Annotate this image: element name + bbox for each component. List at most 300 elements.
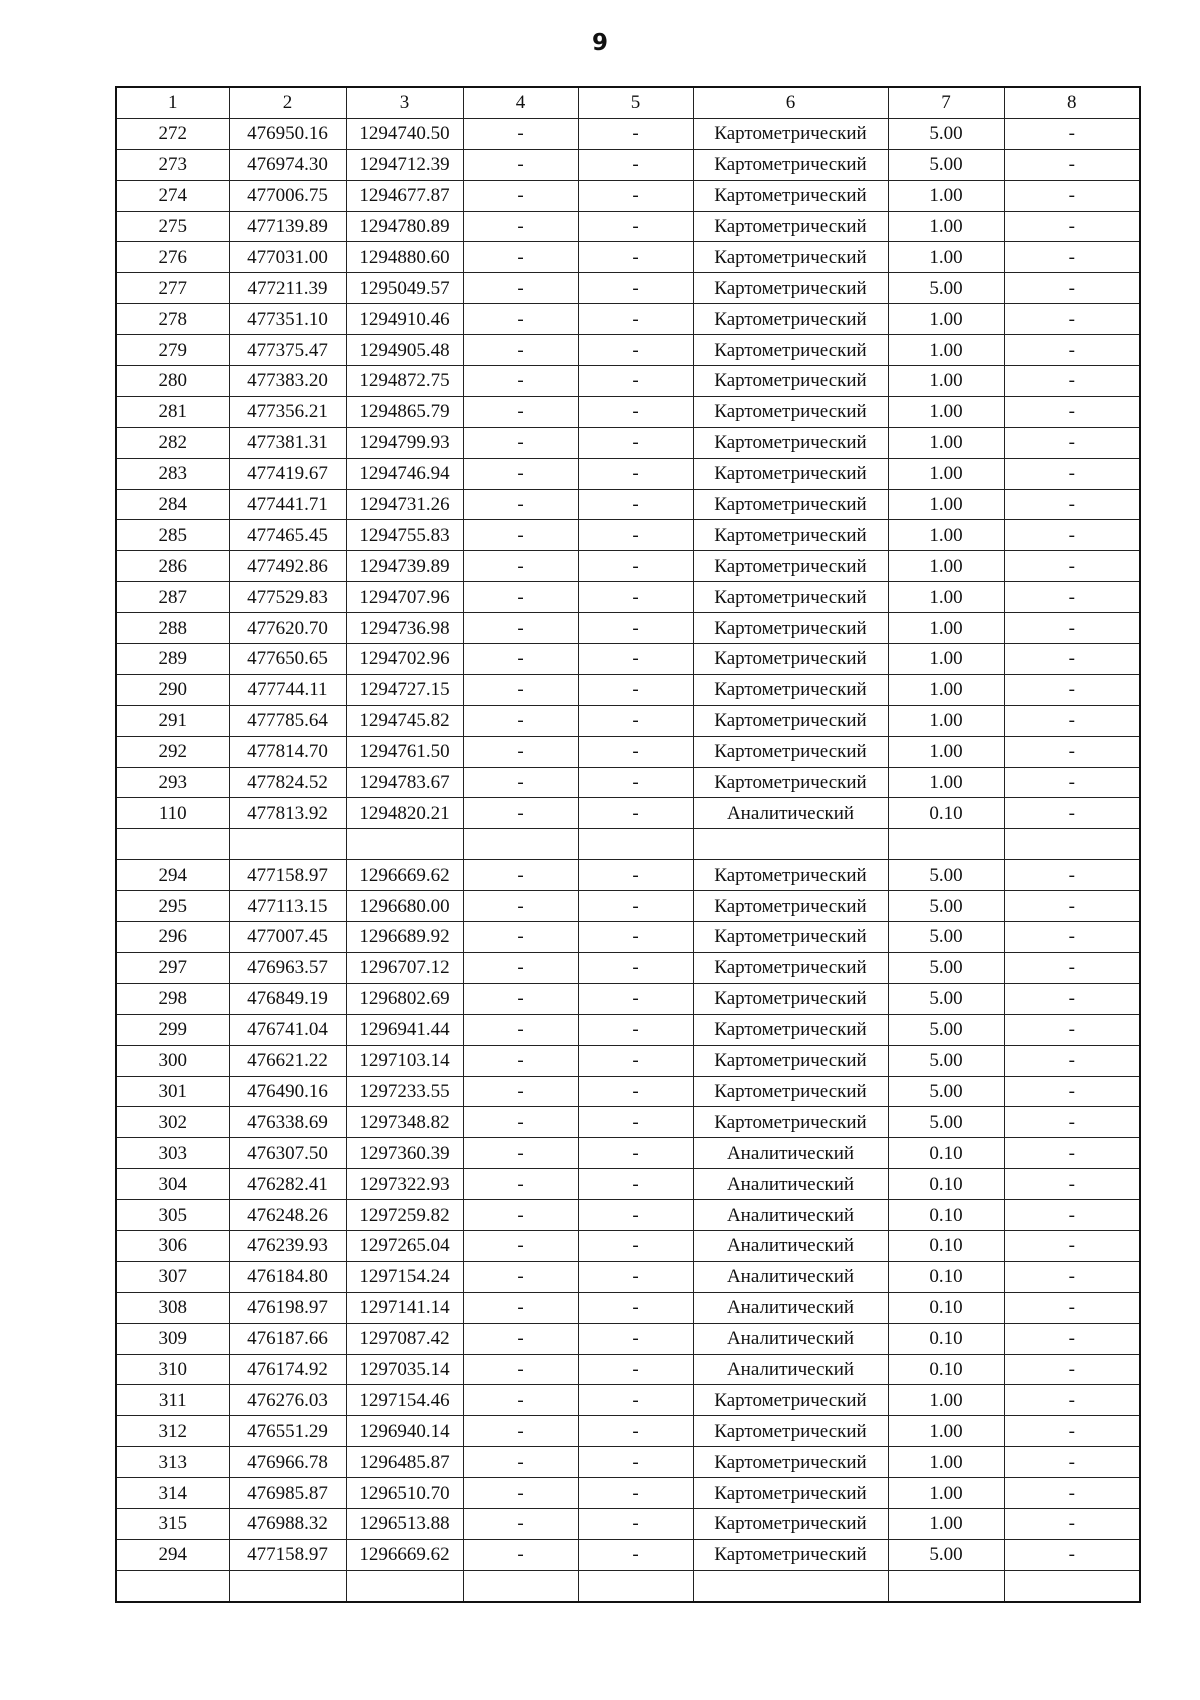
cell-col8: - [1004, 458, 1140, 489]
cell-col8: - [1004, 1385, 1140, 1416]
cell-y-coordinate: 1296680.00 [346, 891, 463, 922]
cell-method: Картометрический [693, 1416, 888, 1447]
cell-col8: - [1004, 1107, 1140, 1138]
table-row [116, 922, 1140, 953]
cell-col5: - [578, 1138, 693, 1169]
cell-x-coordinate: 477813.92 [229, 798, 346, 829]
cell-col4: - [463, 1045, 578, 1076]
cell-col4: - [463, 427, 578, 458]
cell-x-coordinate: 476187.66 [229, 1323, 346, 1354]
table-row [116, 952, 1140, 983]
table-row [116, 1230, 1140, 1261]
cell-x-coordinate: 476950.16 [229, 118, 346, 149]
cell-accuracy: 1.00 [888, 736, 1004, 767]
column-header-3: 3 [346, 87, 463, 118]
cell-col4: - [463, 1076, 578, 1107]
cell-col4: - [463, 767, 578, 798]
cell-col8: - [1004, 1354, 1140, 1385]
cell-col5: - [578, 767, 693, 798]
cell-y-coordinate: 1294865.79 [346, 396, 463, 427]
column-header-6: 6 [693, 87, 888, 118]
cell-y-coordinate: 1297360.39 [346, 1138, 463, 1169]
cell-method: Аналитический [693, 1169, 888, 1200]
cell-col5 [578, 829, 693, 860]
cell-col5: - [578, 1261, 693, 1292]
cell-point-number: 277 [116, 273, 229, 304]
cell-col8: - [1004, 644, 1140, 675]
cell-col4: - [463, 644, 578, 675]
cell-col5: - [578, 860, 693, 891]
cell-col8: - [1004, 582, 1140, 613]
cell-accuracy: 5.00 [888, 118, 1004, 149]
table-row [116, 798, 1140, 829]
cell-x-coordinate: 477356.21 [229, 396, 346, 427]
cell-col4: - [463, 273, 578, 304]
cell-x-coordinate: 476174.92 [229, 1354, 346, 1385]
cell-method: Картометрический [693, 613, 888, 644]
cell-y-coordinate: 1294740.50 [346, 118, 463, 149]
table-row [116, 1539, 1140, 1570]
cell-y-coordinate: 1294745.82 [346, 705, 463, 736]
table-row [116, 1385, 1140, 1416]
cell-method: Аналитический [693, 1323, 888, 1354]
table-row [116, 736, 1140, 767]
cell-col5: - [578, 366, 693, 397]
cell-y-coordinate: 1296513.88 [346, 1508, 463, 1539]
cell-col5: - [578, 891, 693, 922]
cell-point-number: 299 [116, 1014, 229, 1045]
cell-col5: - [578, 1323, 693, 1354]
cell-col5: - [578, 396, 693, 427]
cell-col4: - [463, 736, 578, 767]
cell-col8: - [1004, 860, 1140, 891]
table-row [116, 767, 1140, 798]
cell-col8: - [1004, 489, 1140, 520]
table-header-row [116, 87, 1140, 118]
cell-method: Картометрический [693, 273, 888, 304]
cell-col8: - [1004, 674, 1140, 705]
table-row [116, 674, 1140, 705]
cell-col8: - [1004, 1138, 1140, 1169]
cell-col5: - [578, 335, 693, 366]
cell-col5: - [578, 1508, 693, 1539]
cell-accuracy: 1.00 [888, 458, 1004, 489]
cell-col4: - [463, 983, 578, 1014]
cell-col5: - [578, 489, 693, 520]
cell-col8: - [1004, 1169, 1140, 1200]
cell-method: Картометрический [693, 1385, 888, 1416]
cell-col5: - [578, 983, 693, 1014]
cell-accuracy: 1.00 [888, 304, 1004, 335]
cell-method: Картометрический [693, 922, 888, 953]
cell-y-coordinate: 1297233.55 [346, 1076, 463, 1107]
cell-method: Картометрический [693, 736, 888, 767]
cell-x-coordinate: 476282.41 [229, 1169, 346, 1200]
cell-x-coordinate: 477620.70 [229, 613, 346, 644]
cell-col8: - [1004, 149, 1140, 180]
cell-point-number: 302 [116, 1107, 229, 1138]
cell-x-coordinate: 476963.57 [229, 952, 346, 983]
cell-accuracy [888, 829, 1004, 860]
table-row [116, 1292, 1140, 1323]
cell-accuracy: 1.00 [888, 211, 1004, 242]
cell-accuracy: 1.00 [888, 335, 1004, 366]
table-row [116, 335, 1140, 366]
cell-x-coordinate: 477031.00 [229, 242, 346, 273]
cell-y-coordinate: 1296510.70 [346, 1478, 463, 1509]
cell-accuracy: 1.00 [888, 242, 1004, 273]
table-row [116, 458, 1140, 489]
cell-x-coordinate: 477139.89 [229, 211, 346, 242]
cell-col8: - [1004, 1076, 1140, 1107]
cell-col8: - [1004, 891, 1140, 922]
cell-method: Картометрический [693, 1076, 888, 1107]
cell-y-coordinate: 1296485.87 [346, 1447, 463, 1478]
cell-method: Картометрический [693, 767, 888, 798]
cell-col5: - [578, 1045, 693, 1076]
cell-col5: - [578, 1230, 693, 1261]
cell-accuracy: 1.00 [888, 644, 1004, 675]
cell-col4: - [463, 952, 578, 983]
cell-point-number: 308 [116, 1292, 229, 1323]
cell-accuracy: 5.00 [888, 1107, 1004, 1138]
cell-method: Аналитический [693, 1138, 888, 1169]
cell-y-coordinate [346, 1570, 463, 1601]
cell-method: Аналитический [693, 1261, 888, 1292]
cell-method: Картометрический [693, 1014, 888, 1045]
cell-x-coordinate [229, 1570, 346, 1601]
cell-col8: - [1004, 520, 1140, 551]
cell-col4: - [463, 613, 578, 644]
cell-col4: - [463, 458, 578, 489]
cell-col5: - [578, 211, 693, 242]
cell-point-number: 294 [116, 1539, 229, 1570]
cell-x-coordinate: 477824.52 [229, 767, 346, 798]
cell-point-number: 312 [116, 1416, 229, 1447]
cell-col8: - [1004, 304, 1140, 335]
cell-col8: - [1004, 180, 1140, 211]
cell-col8: - [1004, 983, 1140, 1014]
cell-accuracy: 5.00 [888, 891, 1004, 922]
cell-col8: - [1004, 118, 1140, 149]
cell-method: Аналитический [693, 1354, 888, 1385]
cell-point-number: 280 [116, 366, 229, 397]
cell-col8: - [1004, 1508, 1140, 1539]
cell-col4: - [463, 1539, 578, 1570]
cell-method: Картометрический [693, 1508, 888, 1539]
cell-accuracy: 1.00 [888, 613, 1004, 644]
cell-point-number: 290 [116, 674, 229, 705]
table-row [116, 1169, 1140, 1200]
cell-method: Картометрический [693, 242, 888, 273]
cell-accuracy: 1.00 [888, 551, 1004, 582]
cell-method: Картометрический [693, 1478, 888, 1509]
cell-accuracy: 5.00 [888, 1539, 1004, 1570]
cell-x-coordinate: 476621.22 [229, 1045, 346, 1076]
cell-col8: - [1004, 396, 1140, 427]
table-row [116, 582, 1140, 613]
cell-x-coordinate: 477158.97 [229, 860, 346, 891]
cell-accuracy: 5.00 [888, 860, 1004, 891]
cell-point-number [116, 1570, 229, 1601]
cell-y-coordinate: 1294727.15 [346, 674, 463, 705]
cell-col8: - [1004, 1230, 1140, 1261]
cell-x-coordinate: 476276.03 [229, 1385, 346, 1416]
cell-point-number: 286 [116, 551, 229, 582]
cell-method: Картометрический [693, 1107, 888, 1138]
cell-col5: - [578, 427, 693, 458]
cell-point-number [116, 829, 229, 860]
cell-col5 [578, 1570, 693, 1601]
cell-col5: - [578, 798, 693, 829]
cell-y-coordinate: 1294677.87 [346, 180, 463, 211]
cell-col5: - [578, 1107, 693, 1138]
cell-col4: - [463, 335, 578, 366]
cell-col5: - [578, 922, 693, 953]
cell-method: Картометрический [693, 304, 888, 335]
cell-col5: - [578, 1200, 693, 1231]
cell-col4: - [463, 242, 578, 273]
cell-col5: - [578, 1354, 693, 1385]
cell-method: Картометрический [693, 118, 888, 149]
cell-y-coordinate: 1296707.12 [346, 952, 463, 983]
cell-x-coordinate: 476849.19 [229, 983, 346, 1014]
cell-x-coordinate: 477375.47 [229, 335, 346, 366]
cell-point-number: 307 [116, 1261, 229, 1292]
cell-point-number: 305 [116, 1200, 229, 1231]
cell-point-number: 274 [116, 180, 229, 211]
cell-col8: - [1004, 613, 1140, 644]
cell-x-coordinate: 476988.32 [229, 1508, 346, 1539]
table-row [116, 1107, 1140, 1138]
table-row [116, 1261, 1140, 1292]
cell-method: Картометрический [693, 952, 888, 983]
table-row [116, 1045, 1140, 1076]
cell-point-number: 288 [116, 613, 229, 644]
cell-x-coordinate: 476551.29 [229, 1416, 346, 1447]
cell-method: Аналитический [693, 1292, 888, 1323]
cell-x-coordinate: 477529.83 [229, 582, 346, 613]
cell-col5: - [578, 674, 693, 705]
cell-accuracy: 0.10 [888, 1200, 1004, 1231]
cell-y-coordinate: 1296669.62 [346, 1539, 463, 1570]
cell-y-coordinate: 1294731.26 [346, 489, 463, 520]
cell-accuracy: 1.00 [888, 1385, 1004, 1416]
cell-accuracy: 0.10 [888, 1292, 1004, 1323]
cell-x-coordinate: 476490.16 [229, 1076, 346, 1107]
cell-accuracy: 1.00 [888, 705, 1004, 736]
cell-point-number: 315 [116, 1508, 229, 1539]
cell-point-number: 276 [116, 242, 229, 273]
cell-accuracy: 5.00 [888, 1045, 1004, 1076]
cell-accuracy: 0.10 [888, 1230, 1004, 1261]
cell-col4: - [463, 1478, 578, 1509]
cell-accuracy: 1.00 [888, 582, 1004, 613]
cell-accuracy: 5.00 [888, 952, 1004, 983]
cell-y-coordinate: 1294746.94 [346, 458, 463, 489]
table-row [116, 273, 1140, 304]
cell-x-coordinate: 477441.71 [229, 489, 346, 520]
table-row [116, 366, 1140, 397]
cell-y-coordinate: 1294739.89 [346, 551, 463, 582]
cell-method: Аналитический [693, 798, 888, 829]
cell-col4: - [463, 798, 578, 829]
cell-method: Картометрический [693, 335, 888, 366]
cell-col4: - [463, 1230, 578, 1261]
table-row [116, 613, 1140, 644]
cell-accuracy: 1.00 [888, 396, 1004, 427]
column-header-8: 8 [1004, 87, 1140, 118]
cell-method: Картометрический [693, 1045, 888, 1076]
cell-accuracy: 0.10 [888, 1354, 1004, 1385]
cell-col4: - [463, 1138, 578, 1169]
cell-col4: - [463, 180, 578, 211]
cell-point-number: 300 [116, 1045, 229, 1076]
cell-col4: - [463, 922, 578, 953]
cell-method: Картометрический [693, 520, 888, 551]
cell-x-coordinate: 476239.93 [229, 1230, 346, 1261]
cell-point-number: 296 [116, 922, 229, 953]
cell-col8: - [1004, 952, 1140, 983]
cell-point-number: 310 [116, 1354, 229, 1385]
table-row [116, 211, 1140, 242]
cell-col8: - [1004, 736, 1140, 767]
table-row [116, 891, 1140, 922]
cell-y-coordinate: 1296802.69 [346, 983, 463, 1014]
cell-x-coordinate: 477785.64 [229, 705, 346, 736]
table-row [116, 520, 1140, 551]
cell-y-coordinate: 1294707.96 [346, 582, 463, 613]
cell-x-coordinate: 476741.04 [229, 1014, 346, 1045]
cell-col5: - [578, 149, 693, 180]
cell-col4: - [463, 891, 578, 922]
table-row [116, 1508, 1140, 1539]
cell-method: Картометрический [693, 366, 888, 397]
cell-x-coordinate: 477744.11 [229, 674, 346, 705]
cell-col4: - [463, 1169, 578, 1200]
column-header-4: 4 [463, 87, 578, 118]
table-row [116, 242, 1140, 273]
cell-col8: - [1004, 1539, 1140, 1570]
cell-accuracy: 1.00 [888, 520, 1004, 551]
cell-col4: - [463, 118, 578, 149]
cell-col5: - [578, 551, 693, 582]
cell-accuracy: 5.00 [888, 1014, 1004, 1045]
cell-point-number: 275 [116, 211, 229, 242]
cell-col5: - [578, 458, 693, 489]
cell-accuracy: 0.10 [888, 1261, 1004, 1292]
table-row [116, 149, 1140, 180]
cell-col5: - [578, 705, 693, 736]
cell-accuracy: 0.10 [888, 1323, 1004, 1354]
cell-col8: - [1004, 1261, 1140, 1292]
table-row [116, 489, 1140, 520]
cell-col5: - [578, 304, 693, 335]
cell-accuracy: 5.00 [888, 1076, 1004, 1107]
cell-x-coordinate: 476338.69 [229, 1107, 346, 1138]
cell-col5: - [578, 582, 693, 613]
cell-col4: - [463, 1508, 578, 1539]
cell-y-coordinate: 1294910.46 [346, 304, 463, 335]
cell-method: Картометрический [693, 674, 888, 705]
cell-y-coordinate: 1297087.42 [346, 1323, 463, 1354]
cell-col4: - [463, 860, 578, 891]
cell-x-coordinate: 477351.10 [229, 304, 346, 335]
cell-col4 [463, 1570, 578, 1601]
cell-method: Картометрический [693, 705, 888, 736]
cell-x-coordinate: 476974.30 [229, 149, 346, 180]
cell-y-coordinate: 1296941.44 [346, 1014, 463, 1045]
cell-col4: - [463, 1323, 578, 1354]
table-row [116, 860, 1140, 891]
cell-method: Картометрический [693, 149, 888, 180]
cell-x-coordinate: 477650.65 [229, 644, 346, 675]
cell-y-coordinate: 1297035.14 [346, 1354, 463, 1385]
cell-x-coordinate: 476184.80 [229, 1261, 346, 1292]
coordinates-table [115, 86, 1141, 1603]
cell-col8: - [1004, 1416, 1140, 1447]
cell-col8 [1004, 1570, 1140, 1601]
cell-col4: - [463, 1261, 578, 1292]
cell-method: Картометрический [693, 396, 888, 427]
cell-method: Картометрический [693, 1539, 888, 1570]
table-row [116, 1570, 1140, 1601]
cell-col4: - [463, 489, 578, 520]
cell-accuracy: 1.00 [888, 767, 1004, 798]
cell-method: Картометрический [693, 211, 888, 242]
table-row [116, 1416, 1140, 1447]
cell-method: Картометрический [693, 458, 888, 489]
cell-point-number: 295 [116, 891, 229, 922]
cell-col5: - [578, 273, 693, 304]
cell-y-coordinate: 1297154.46 [346, 1385, 463, 1416]
cell-accuracy: 1.00 [888, 427, 1004, 458]
cell-point-number: 272 [116, 118, 229, 149]
cell-accuracy [888, 1570, 1004, 1601]
cell-col8: - [1004, 1014, 1140, 1045]
cell-col4 [463, 829, 578, 860]
table-row [116, 1138, 1140, 1169]
cell-col4: - [463, 149, 578, 180]
cell-col4: - [463, 1416, 578, 1447]
cell-y-coordinate: 1297259.82 [346, 1200, 463, 1231]
cell-y-coordinate: 1297141.14 [346, 1292, 463, 1323]
cell-x-coordinate: 477419.67 [229, 458, 346, 489]
cell-col5: - [578, 952, 693, 983]
cell-point-number: 273 [116, 149, 229, 180]
cell-y-coordinate: 1297348.82 [346, 1107, 463, 1138]
cell-y-coordinate: 1296669.62 [346, 860, 463, 891]
cell-point-number: 294 [116, 860, 229, 891]
cell-point-number: 110 [116, 798, 229, 829]
table-row [116, 1354, 1140, 1385]
cell-x-coordinate: 476307.50 [229, 1138, 346, 1169]
table-row [116, 705, 1140, 736]
cell-col8 [1004, 829, 1140, 860]
column-header-2: 2 [229, 87, 346, 118]
table-row [116, 1200, 1140, 1231]
cell-y-coordinate: 1294820.21 [346, 798, 463, 829]
cell-x-coordinate: 476198.97 [229, 1292, 346, 1323]
cell-point-number: 301 [116, 1076, 229, 1107]
cell-col5: - [578, 1014, 693, 1045]
cell-col8: - [1004, 211, 1140, 242]
cell-accuracy: 1.00 [888, 1416, 1004, 1447]
cell-col5: - [578, 1169, 693, 1200]
cell-col5: - [578, 1447, 693, 1478]
cell-col5: - [578, 118, 693, 149]
cell-col8: - [1004, 427, 1140, 458]
